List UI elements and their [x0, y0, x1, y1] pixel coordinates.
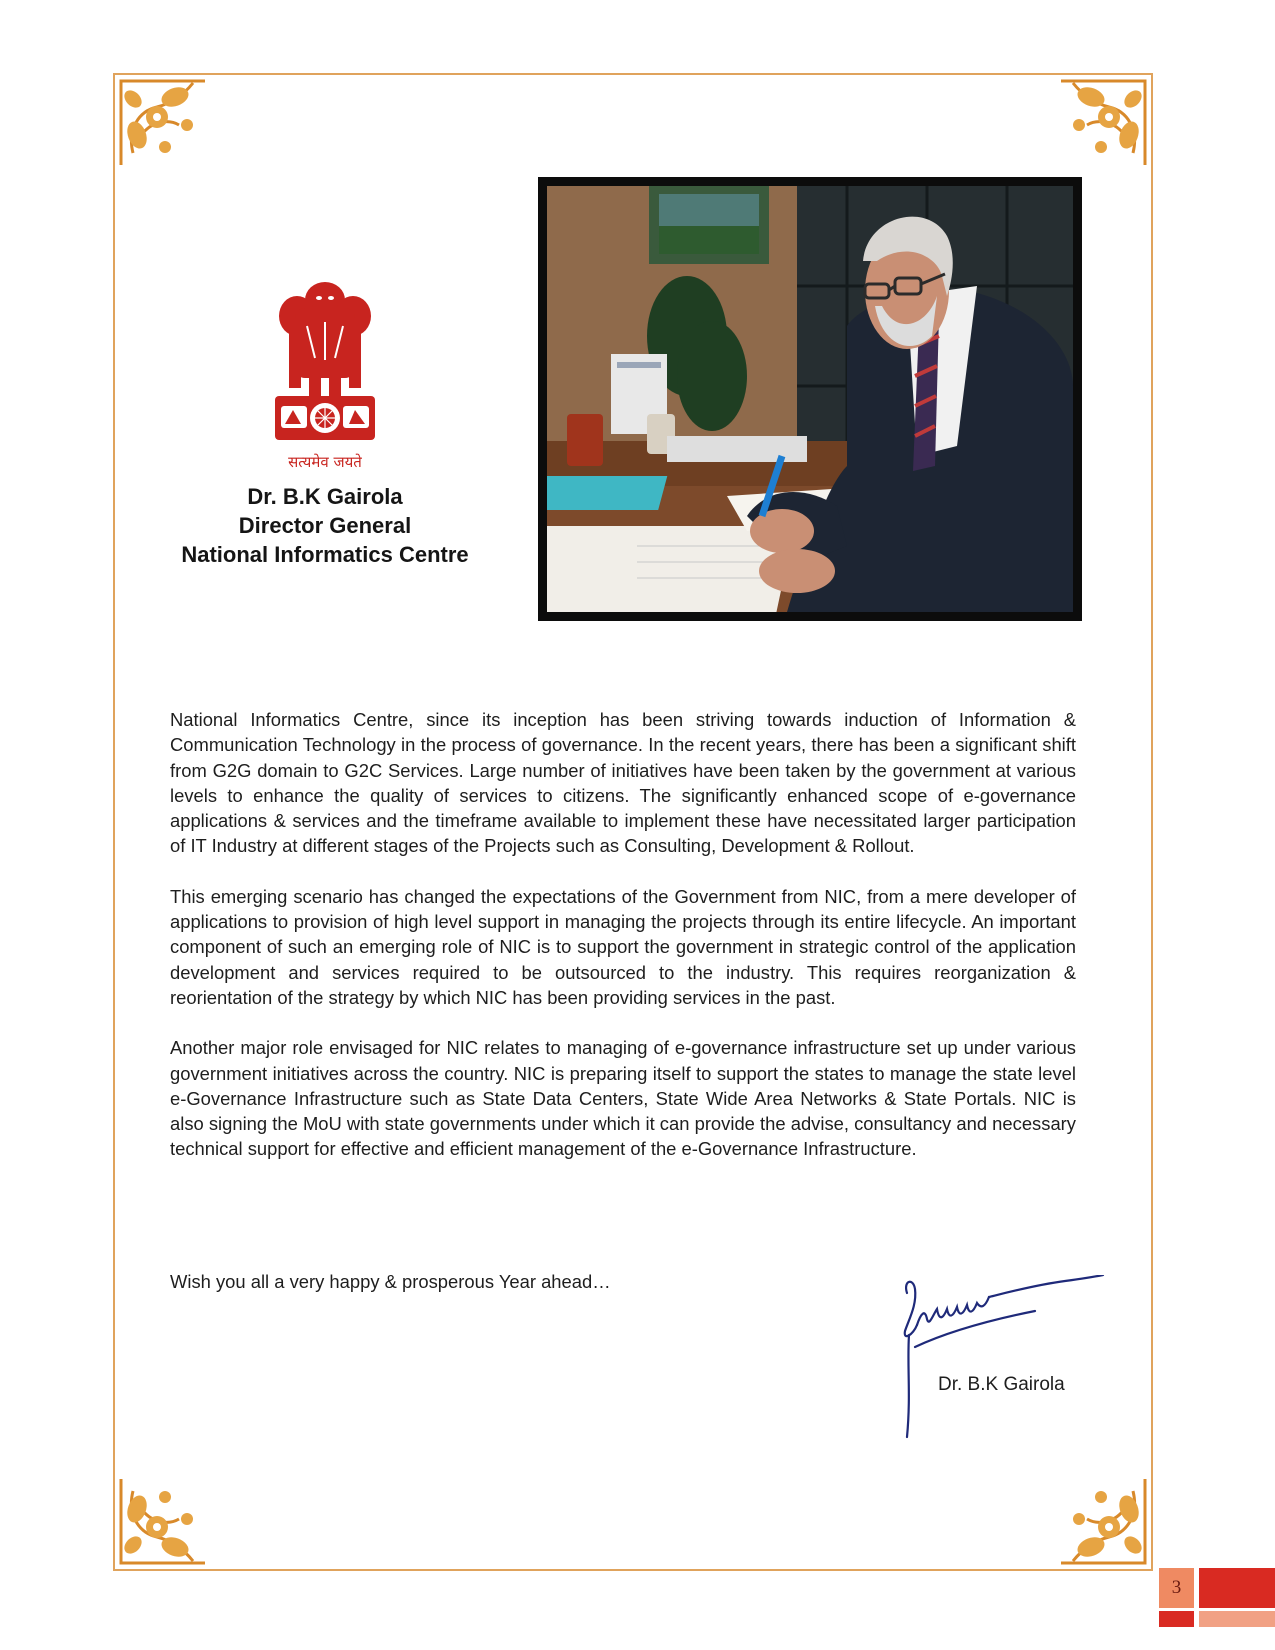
corner-ornament-bottom-right	[1053, 1471, 1153, 1571]
page-number: 3	[1159, 1568, 1194, 1608]
message-paragraph-1: National Informatics Centre, since its inception has been striving towards induction of Information & Communication Technology in the process of governance. In the recent years, there has been a significant shift from G2G domain to G2C Services. Large number of initiatives have been taken by the government at various levels to enhance the quality of services to citizens. The significantly enhanced scope of e-governance applications & services and the timeframe available to implement these have necessitated larger participation of IT Industry at different stages of the Projects such as Consulting, Development & Rollout.	[170, 709, 1076, 857]
author-designation: Director General	[238, 513, 412, 538]
author-photograph	[538, 177, 1082, 621]
emblem-motto: सत्यमेव जयते	[288, 453, 362, 471]
signatory-name: Dr. B.K Gairola	[938, 1374, 1065, 1395]
message-paragraph-3: Another major role envisaged for NIC relates to managing of e-governance infrastructure set up under various government initiatives across the country. NIC is preparing itself to support the states to manage the state level e-Governance Infrastructure such as State Data Centers, State Wide Area Networks & State Portals. NIC is also signing the MoU with state governments under which it can provide the advise, consultancy and necessary technical support for effective and efficient management of the e-Governance Infrastructure.	[170, 1037, 1076, 1160]
message-paragraph-2: This emerging scenario has changed the expectations of the Government from NIC, from a mere developer of applications to provision of high level support in managing the projects through its entire lifecycle. An important component of such an emerging role of NIC is to support the government in strategic control of the application development and services required to be outsourced to the industry. This requires reorganization & reorientation of the strategy by which NIC has been providing services in the past.	[170, 885, 1076, 1008]
page-tab-red-small	[1159, 1611, 1194, 1627]
national-emblem-icon	[265, 278, 385, 448]
closing-wish: Wish you all a very happy & prosperous Year ahead…	[170, 1271, 611, 1292]
message-body	[170, 707, 1076, 1187]
author-organization: National Informatics Centre	[181, 542, 469, 567]
author-name: Dr. B.K Gairola	[247, 484, 403, 509]
page-tab-pink-bar	[1199, 1611, 1275, 1627]
corner-ornament-bottom-left	[113, 1471, 213, 1571]
corner-ornament-top-left	[113, 73, 213, 173]
corner-ornament-top-right	[1053, 73, 1153, 173]
page-tab-red-bar	[1199, 1568, 1275, 1608]
handwritten-signature	[895, 1275, 1105, 1440]
author-identity	[150, 482, 500, 569]
